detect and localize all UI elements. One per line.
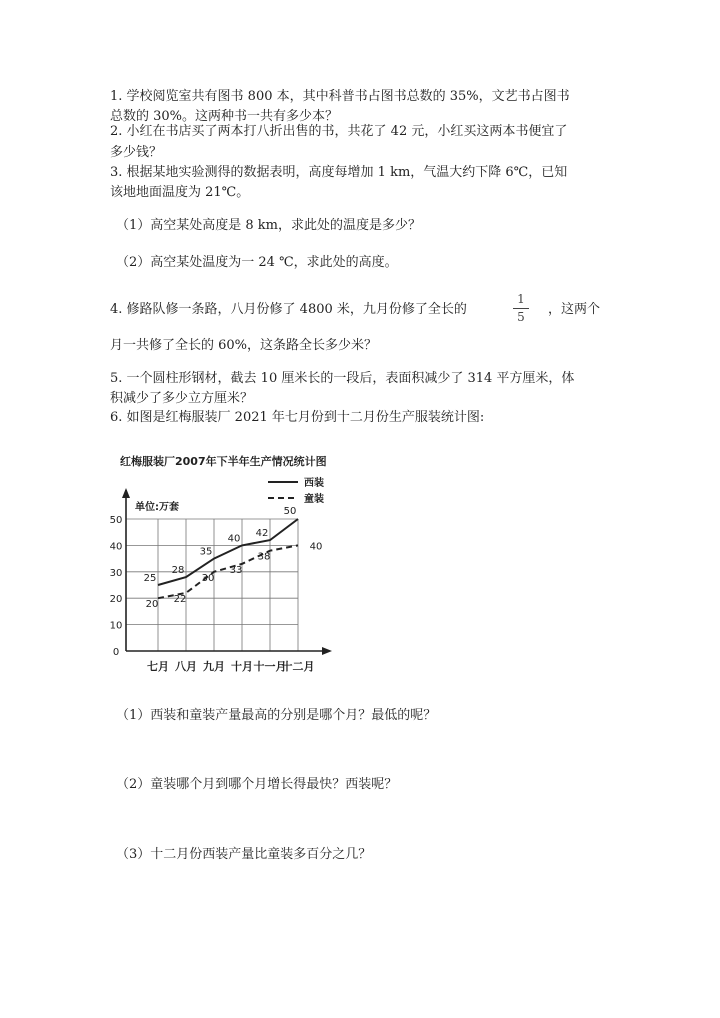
problem-6-line-1: 6. 如图是红梅服装厂 2021 年七月份到十二月份生产服装统计图: xyxy=(110,410,485,425)
chart-y-tick-label: 30 xyxy=(109,567,123,579)
fraction-denominator: 5 xyxy=(517,310,525,324)
problem-3-line-1: 3. 根据某地实验测得的数据表明，高度每增加 1 km，气温大约下降 6℃，已知 xyxy=(110,165,568,180)
problem-4-line-2: 月一共修了全长的 60%，这条路全长多少米？ xyxy=(110,338,378,353)
chart-title: 红梅服装厂2007年下半年生产情况统计图 xyxy=(120,455,327,468)
chart-x-axis-arrow xyxy=(322,647,332,655)
production-line-chart xyxy=(108,448,348,680)
problem-6-question-2: （2）童装哪个月到哪个月增长得最快？西装呢？ xyxy=(116,777,398,792)
chart-x-tick-label: 十一月 xyxy=(253,660,287,673)
chart-legend-label: 西装 xyxy=(304,478,324,489)
chart-data-label: 40 xyxy=(227,533,241,545)
problem-3-question-1: （1）高空某处高度是 8 km，求此处的温度是多少？ xyxy=(116,218,422,233)
chart-data-label: 25 xyxy=(143,573,157,584)
fraction-bar xyxy=(513,308,529,309)
problem-3-line-2: 该地地面温度为 21℃。 xyxy=(110,185,250,200)
chart-data-label: 20 xyxy=(145,599,159,611)
chart-y-tick-label: 10 xyxy=(109,620,123,632)
chart-y-tick-label: 20 xyxy=(109,594,123,606)
chart-data-label: 38 xyxy=(257,551,271,563)
problem-6-question-3: （3）十二月份西装产量比童装多百分之几？ xyxy=(116,847,372,862)
chart-data-label: 50 xyxy=(283,506,297,517)
chart-y-axis-arrow xyxy=(122,488,130,498)
chart-data-label: 28 xyxy=(171,565,185,577)
problem-2-line-1: 2. 小红在书店买了两本打八折出售的书，共花了 42 元，小红买这两本书便宜了 xyxy=(110,124,568,139)
problem-4-line-1: 4. 修路队修一条路，八月份修了 4800 米，九月份修了全长的 xyxy=(110,302,467,317)
chart-x-tick-label: 十二月 xyxy=(281,660,315,673)
chart-x-tick-label: 八月 xyxy=(175,660,197,673)
chart-x-tick-label: 九月 xyxy=(203,660,225,673)
chart-data-label: 30 xyxy=(201,572,215,584)
problem-1-line-1: 1. 学校阅览室共有图书 800 本，其中科普书占图书总数的 35%，文艺书占图书 xyxy=(110,89,570,104)
problem-1-line-2: 总数的 30%。这两种书一共有多少本？ xyxy=(110,109,339,124)
problem-2-line-2: 多少钱？ xyxy=(110,145,163,160)
chart-data-label: 22 xyxy=(173,593,187,605)
chart-y-tick-label: 40 xyxy=(109,541,123,553)
problem-5-line-1: 5. 一个圆柱形钢材，截去 10 厘米长的一段后，表面积减少了 314 平方厘米，体 xyxy=(110,371,575,386)
fraction-numerator: 1 xyxy=(517,292,525,306)
chart-data-label: 40 xyxy=(309,541,323,553)
chart-data-label: 42 xyxy=(255,528,269,540)
chart-legend-label: 童装 xyxy=(304,494,324,505)
problem-4-line-1-tail: ，这两个 xyxy=(548,302,601,317)
chart-y-tick-label: 50 xyxy=(109,515,123,526)
chart-unit-label: 单位:万套 xyxy=(135,502,179,513)
chart-data-label: 35 xyxy=(199,546,213,558)
problem-5-line-2: 积减少了多少立方厘米？ xyxy=(110,391,254,406)
problem-3-question-2: （2）高空某处温度为一 24 ℃，求此处的高度。 xyxy=(116,255,398,270)
chart-x-tick-label: 十月 xyxy=(231,660,253,673)
problem-6-question-1: （1）西装和童装产量最高的分别是哪个月？最低的呢？ xyxy=(116,708,437,723)
chart-x-tick-label: 七月 xyxy=(147,660,169,673)
chart-y-tick-label: 0 xyxy=(112,647,120,658)
chart-data-label: 33 xyxy=(229,564,243,576)
fraction-one-fifth xyxy=(513,292,529,325)
